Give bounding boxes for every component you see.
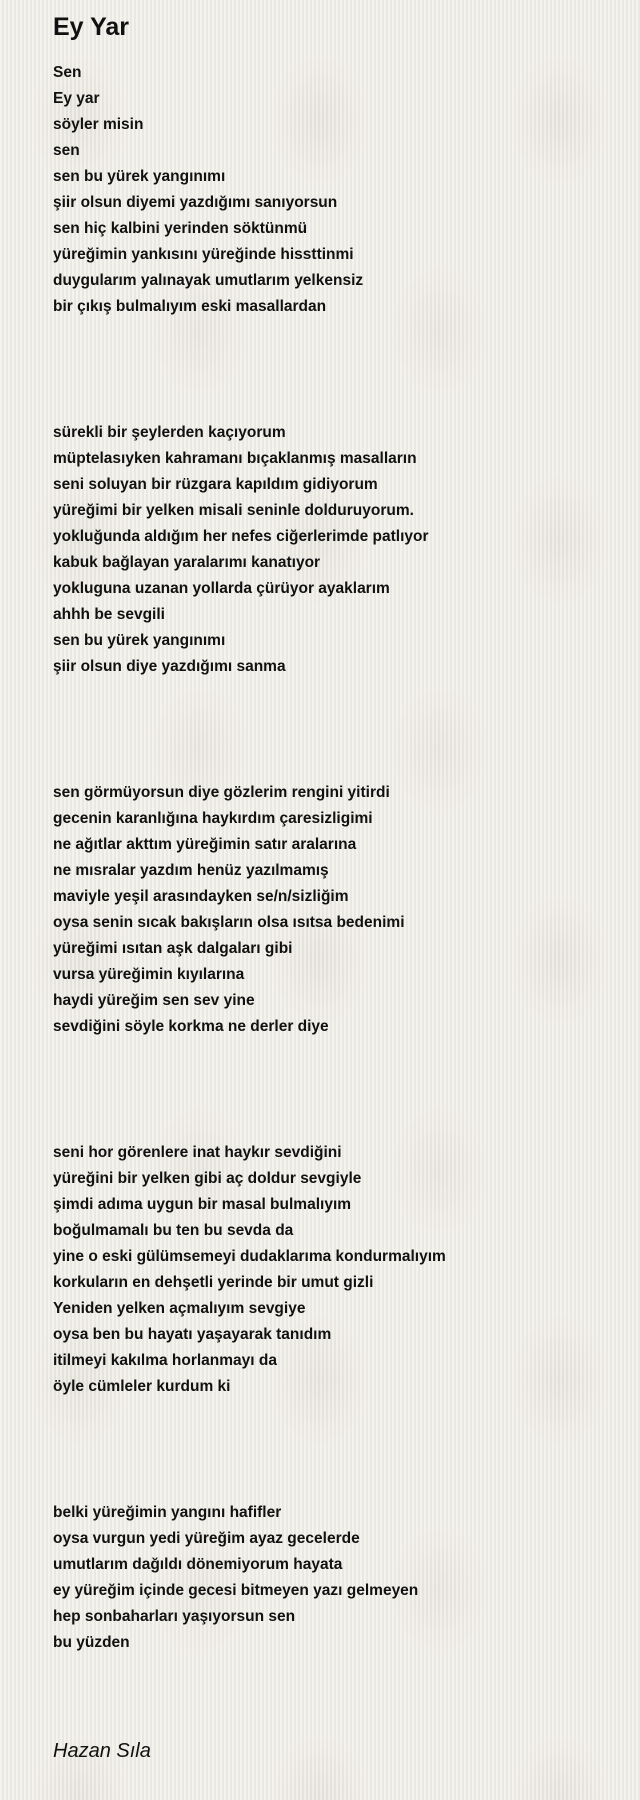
poem-line: duygularım yalınayak umutlarım yelkensiz (53, 272, 364, 289)
poem-line: korkuların en dehşetli yerinde bir umut gizli (53, 1274, 374, 1291)
poem-body (53, 60, 640, 1656)
poem-line: bir çıkış bulmalıyım eski masallardan (53, 298, 327, 315)
poem-line: vursa yüreğimin kıyılarına (53, 966, 245, 983)
poem-line: yokluğunda aldığım her nefes ciğerlerimde patlıyor (53, 528, 429, 545)
poem-line: söyler misin (53, 116, 144, 133)
poem-line: öyle cümleler kurdum ki (53, 1378, 231, 1395)
poem-line: gecenin karanlığına haykırdım çaresizligimi (53, 810, 373, 827)
stanza-4 (53, 1140, 640, 1400)
stanza-3 (53, 780, 640, 1040)
poem-line: belki yüreğimin yangını hafifler (53, 1504, 282, 1521)
poem-line: hep sonbaharları yaşıyorsun sen (53, 1608, 296, 1625)
poem-line: şiir olsun diyemi yazdığımı sanıyorsun (53, 194, 338, 211)
poem-line: ahhh be sevgili (53, 606, 165, 623)
poem-line: umutlarım dağıldı dönemiyorum hayata (53, 1556, 343, 1573)
poem-line: sen görmüyorsun diye gözlerim rengini yitirdi (53, 784, 390, 801)
poem-line: maviyle yeşil arasındayken se/n/sizliğim (53, 888, 349, 905)
poem-line: seni soluyan bir rüzgara kapıldım gidiyorum (53, 476, 378, 493)
poem-line: yüreğini bir yelken gibi aç doldur sevgiyle (53, 1170, 362, 1187)
poem-line: ey yüreğim içinde gecesi bitmeyen yazı gelmeyen (53, 1582, 419, 1599)
poem-line: şiir olsun diye yazdığımı sanma (53, 658, 286, 675)
poem-line: kabuk bağlayan yaralarımı kanatıyor (53, 554, 321, 571)
poem-line: itilmeyi kakılma horlanmayı da (53, 1352, 277, 1369)
poem-line: ne ağıtlar akttım yüreğimin satır aralarına (53, 836, 357, 853)
poem-line: yüreğimin yankısını yüreğinde hissttinmi (53, 246, 354, 263)
poem-title: Ey Yar (53, 13, 130, 41)
poem-line: seni hor görenlere inat haykır sevdiğini (53, 1144, 342, 1161)
stanza-5 (53, 1500, 640, 1656)
poem-line: sürekli bir şeylerden kaçıyorum (53, 424, 286, 441)
poem-line: yine o eski gülümsemeyi dudaklarıma kondurmalıyım (53, 1248, 446, 1265)
poem-line: sevdiğini söyle korkma ne derler diye (53, 1018, 329, 1035)
poem-line: oysa vurgun yedi yüreğim ayaz gecelerde (53, 1530, 360, 1547)
poem-line: sen bu yürek yangınımı (53, 168, 226, 185)
poem-line: Sen (53, 64, 82, 81)
poem-line: yüreğimi bir yelken misali seninle dolduruyorum. (53, 502, 414, 519)
poem-author: Hazan Sıla (53, 1740, 151, 1762)
poem-line: yüreğimi ısıtan aşk dalgaları gibi (53, 940, 293, 957)
poem-line: Ey yar (53, 90, 100, 107)
stanza-2 (53, 420, 640, 680)
poem-line: sen bu yürek yangınımı (53, 632, 226, 649)
poem-line: oysa ben bu hayatı yaşayarak tanıdım (53, 1326, 332, 1343)
poem-line: yokluguna uzanan yollarda çürüyor ayaklarım (53, 580, 390, 597)
poem-line: şimdi adıma uygun bir masal bulmalıyım (53, 1196, 352, 1213)
poem-line: oysa senin sıcak bakışların olsa ısıtsa bedenimi (53, 914, 405, 931)
poem-line: müptelasıyken kahramanı bıçaklanmış masalların (53, 450, 417, 467)
poem-line: bu yüzden (53, 1634, 130, 1651)
poem-line: sen (53, 142, 80, 159)
stanza-1 (53, 60, 640, 320)
poem-line: haydi yüreğim sen sev yine (53, 992, 255, 1009)
poem-line: boğulmamalı bu ten bu sevda da (53, 1222, 294, 1239)
poem-line: sen hiç kalbini yerinden söktünmü (53, 220, 308, 237)
poem-line: ne mısralar yazdım henüz yazılmamış (53, 862, 329, 879)
poem-line: Yeniden yelken açmalıyım sevgiye (53, 1300, 306, 1317)
